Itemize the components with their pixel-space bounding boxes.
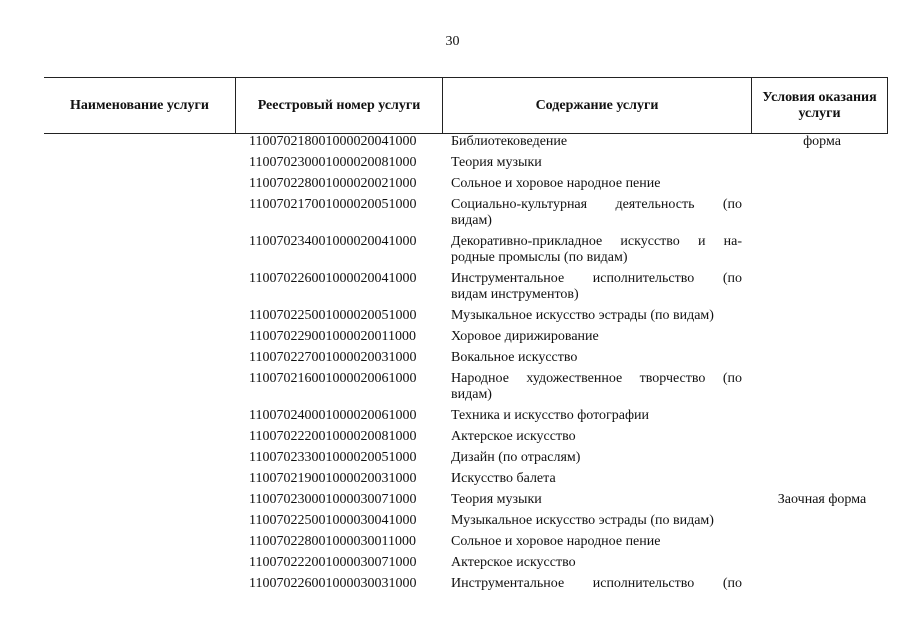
table-row (0, 532, 905, 553)
service-content (447, 132, 742, 153)
service-name-cell (0, 132, 235, 153)
service-content-line: Сольное и хоровое народное пение (451, 176, 661, 191)
service-content (447, 511, 742, 532)
table-row (0, 348, 905, 369)
table-row (0, 490, 905, 511)
registry-number: 110070225001000030041000 (249, 513, 417, 528)
service-condition (742, 153, 902, 174)
table-row (0, 511, 905, 532)
table-row (0, 369, 905, 406)
service-condition (742, 195, 902, 232)
service-content-line: Инструментальное исполнительство (по (451, 271, 742, 286)
service-content-line: Актерское искусство (451, 555, 576, 570)
service-content-line: Техника и искусство фотографии (451, 408, 650, 423)
service-content (447, 469, 742, 490)
service-name-cell (0, 269, 235, 306)
service-content (447, 306, 742, 327)
registry-number: 110070240001000020061000 (249, 408, 417, 423)
service-content-line: Народное художественное творчество (по (451, 371, 742, 386)
service-content (447, 490, 742, 511)
service-content (447, 427, 742, 448)
service-content-line: Социально-культурная деятельность (по (451, 197, 742, 212)
service-content (447, 327, 742, 348)
service-condition (742, 174, 902, 195)
service-content-line: Декоративно-прикладное искусство и на- (451, 234, 742, 249)
service-content-line: родные промыслы (по видам) (451, 250, 628, 265)
service-name-cell (0, 232, 235, 269)
service-condition: Заочная форма (777, 492, 867, 507)
service-name-cell (0, 406, 235, 427)
registry-number: 110070216001000020061000 (249, 371, 417, 386)
service-content-line: Дизайн (по отраслям) (451, 450, 581, 465)
table-row (0, 327, 905, 348)
service-content (447, 195, 742, 232)
service-name-cell (0, 427, 235, 448)
header-registry-number: Реестровый номер услуги (235, 78, 442, 133)
service-name-cell (0, 306, 235, 327)
service-content (447, 406, 742, 427)
service-condition (742, 232, 902, 269)
registry-number: 110070219001000020031000 (249, 471, 417, 486)
service-content-line: Сольное и хоровое народное пение (451, 534, 661, 549)
service-content (447, 174, 742, 195)
registry-number: 110070226001000020041000 (249, 271, 417, 286)
registry-number: 110070230001000030071000 (249, 492, 417, 507)
table-row (0, 174, 905, 195)
service-condition (742, 469, 902, 490)
header-conditions-line2: услуги (798, 105, 841, 121)
service-name-cell (0, 195, 235, 232)
table-row (0, 406, 905, 427)
registry-number: 110070217001000020051000 (249, 197, 417, 212)
service-name-cell (0, 490, 235, 511)
service-condition (742, 406, 902, 427)
service-condition (742, 574, 902, 595)
service-content-line: видам) (451, 387, 492, 402)
service-name-cell (0, 174, 235, 195)
page-number: 30 (445, 34, 460, 49)
registry-number: 110070227001000020031000 (249, 350, 417, 365)
service-name-cell (0, 469, 235, 490)
service-condition (742, 511, 902, 532)
service-content-line: видам инструментов) (451, 287, 579, 302)
service-name-cell (0, 574, 235, 595)
service-content-line: Библиотековедение (451, 134, 568, 149)
registry-number: 110070222001000020081000 (249, 429, 417, 444)
table-header (44, 77, 888, 134)
table-row (0, 553, 905, 574)
service-condition (742, 532, 902, 553)
registry-number: 110070229001000020011000 (249, 329, 416, 344)
service-content-line: Вокальное искусство (451, 350, 578, 365)
service-content-line: Инструментальное исполнительство (по (451, 576, 742, 591)
table-row (0, 269, 905, 306)
table-row (0, 469, 905, 490)
table-row (0, 153, 905, 174)
service-condition (742, 327, 902, 348)
service-content-line: Теория музыки (451, 492, 542, 507)
table-row (0, 306, 905, 327)
service-content-line: Хоровое дирижирование (451, 329, 599, 344)
service-content-line: видам) (451, 213, 492, 228)
service-content (447, 532, 742, 553)
service-name-cell (0, 348, 235, 369)
service-name-cell (0, 369, 235, 406)
table-body (0, 132, 905, 595)
service-condition (742, 306, 902, 327)
header-service-conditions (751, 78, 888, 133)
service-name-cell (0, 511, 235, 532)
registry-number: 110070226001000030031000 (249, 576, 417, 591)
registry-number: 110070233001000020051000 (249, 450, 417, 465)
service-condition (742, 553, 902, 574)
service-condition (742, 448, 902, 469)
service-condition (742, 348, 902, 369)
table-row (0, 195, 905, 232)
registry-number: 110070230001000020081000 (249, 155, 417, 170)
service-condition: форма (803, 134, 841, 149)
service-content (447, 448, 742, 469)
service-name-cell (0, 153, 235, 174)
registry-number: 110070228001000030011000 (249, 534, 416, 549)
service-content (447, 232, 742, 269)
header-conditions-line1: Условия оказания (762, 89, 877, 105)
service-condition (742, 427, 902, 448)
service-content (447, 269, 742, 306)
header-service-name: Наименование услуги (70, 97, 209, 113)
registry-number: 110070234001000020041000 (249, 234, 417, 249)
table-row (0, 427, 905, 448)
service-content (447, 369, 742, 406)
service-name-cell (0, 327, 235, 348)
service-condition (742, 369, 902, 406)
registry-number: 110070228001000020021000 (249, 176, 417, 191)
service-name-cell (0, 553, 235, 574)
service-name-cell (0, 448, 235, 469)
registry-number: 110070225001000020051000 (249, 308, 417, 323)
service-content (447, 348, 742, 369)
table-row (0, 448, 905, 469)
registry-number: 110070218001000020041000 (249, 134, 417, 149)
service-content-line: Теория музыки (451, 155, 542, 170)
service-content-line: Искусство балета (451, 471, 556, 486)
service-content (447, 153, 742, 174)
header-service-content: Содержание услуги (442, 78, 751, 133)
service-content-line: Музыкальное искусство эстрады (по видам) (451, 513, 714, 528)
service-content (447, 553, 742, 574)
service-name-cell (0, 532, 235, 553)
table-row (0, 574, 905, 595)
service-content-line: Музыкальное искусство эстрады (по видам) (451, 308, 714, 323)
service-condition (742, 269, 902, 306)
service-content (447, 574, 742, 595)
registry-number: 110070222001000030071000 (249, 555, 417, 570)
table-row (0, 232, 905, 269)
table-row (0, 132, 905, 153)
service-content-line: Актерское искусство (451, 429, 576, 444)
